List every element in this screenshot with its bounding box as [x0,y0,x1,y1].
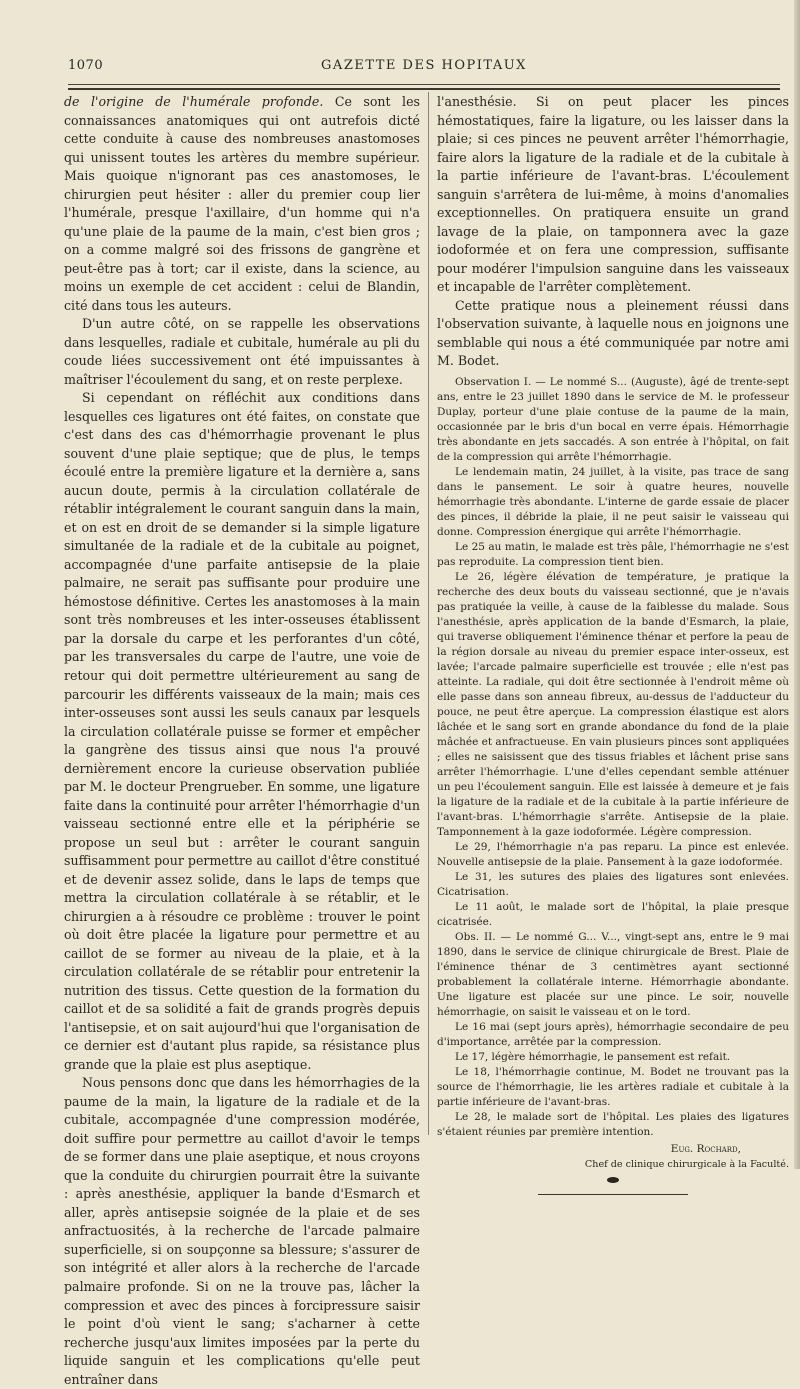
page-number: 1070 [68,58,104,73]
observation-paragraph: Le 28, le malade sort de l'hôpital. Les plaies des ligatures s'étaient réunies par première intention. [437,1110,789,1138]
observation-paragraph: Le 11 août, le malade sort de l'hôpital, la plaie presque cicatrisée. [437,900,789,928]
right-paragraph: Cette pratique nous a pleinement réussi dans l'observation suivante, à laquelle nous en joignons une semblable qui nous a été communiquée par notre ami M. Bodet. [437,297,789,368]
left-paragraph: D'un autre côté, on se rappelle les observations dans lesquelles, radiale et cubitale, humérale au pli du coude liées successivement ont été impuissantes à maîtriser l'écoulement du sang, et on reste perplexe. [64,316,420,387]
observation-paragraph: Le lendemain matin, 24 juillet, à la visite, pas trace de sang dans le pansement. Le soir à quatre heures, nouvelle hémorrhagie très abondante. L'interne de garde essaie de placer des pinces, il débride la plaie, il ne peut saisir le vaisseau qui donne. Compression énergique qui arrête l'hémorrhagie. [437,465,789,538]
observation-paragraph: Le 16 mai (sept jours après), hémorrhagie secondaire de peu d'importance, arrêtée par la compression. [437,1020,789,1048]
observation-paragraph: Le 29, l'hémorrhagie n'a pas reparu. La pince est enlevée. Nouvelle antisepsie de la plaie. Pansement à la gaze iodoformée. [437,840,789,868]
page-edge [794,0,800,1169]
left-lead-paragraph [64,93,420,315]
lead-italic-fragment: de l'origine de l'humérale profonde. [64,94,324,109]
observation-paragraph: Le 26, légère élévation de température, je pratique la recherche des deux bouts du vaisseau sectionné, que je n'avais pas pratiquée la veille, à cause de la faiblesse du malade. Sous l'anesthésie, après application de la bande d'Esmarch, la plaie, qui traverse obliquement l'éminence thénar et perfore la peau de la région dorsale au niveau du premier espace inter-osseux, est lavée; l'arcade palmaire superficielle est trouvée ; elle n'est pas atteinte. La radiale, qui doit être sectionnée à l'endroit même où elle passe dans son anneau fibreux, au-dessus de l'adducteur du pouce, ne peut être aperçue. La compression élastique est alors lâchée et le sang sort en grande abondance du fond de la plaie mâchée et anfractueuse. En vain plusieurs pinces sont appliquées ; elles ne saisissent que des tissus friables et lâchent prise sans arrêter l'hémorrhagie. L'une d'elles cependant semble atténuer un peu l'écoulement sanguin. Elle est laissée à demeure et je fais la ligature de la radiale et de la cubitale à la partie inférieure de l'avant-bras. L'hémorrhagie s'arrête. Antisepsie de la plaie. Tamponnement à la gaze iodoformée. Légère compression. [437,570,789,838]
author-role: Chef de clinique chirurgicale à la Faculté. [584,1158,789,1170]
author-name: Eug. Rochard, [670,1142,741,1155]
header-rule-thick [68,88,780,90]
observation-paragraph: Le 25 au matin, le malade est très pâle, l'hémorrhagie ne s'est pas reproduite. La compression tient bien. [437,540,789,568]
observation-paragraph: Le 17, légère hémorrhagie, le pansement est refait. [455,1050,731,1063]
page-header [68,58,780,80]
journal-title: GAZETTE DES HOPITAUX [321,58,527,73]
observation-paragraph: Le 18, l'hémorrhagie continue, M. Bodet ne trouvant pas la source de l'hémorrhagie, lie les artères radiale et cubitale à la partie inférieure de l'avant-bras. [437,1065,789,1108]
left-paragraph: Si cependant on réfléchit aux conditions dans lesquelles ces ligatures ont été faites, on constate que c'est dans des cas d'hémorrhagie provenant le plus souvent d'une plaie septique; que de plus, le temps écoulé entre la première ligature et la dernière a, sans aucun doute, permis à la circulation collatérale de rétablir intégralement le courant sanguin dans la main, et on est en droit de se demander si la simple ligature simultanée de la radiale et de la cubitale au poignet, accompagnée d'une parfaite antisepsie de la plaie palmaire, ne serait pas suffisante pour produire une hémostose définitive. Certes les anastomoses à la main sont très nombreuses et les inter-osseuses établissent par la dorsale du carpe et les perforantes d'un côté, par les transversales du carpe de l'autre, une voie de retour qui doit permettre ultérieurement au sang de parcourir les différents vaisseaux de la main; mais ces inter-osseuses sont aussi les seuls canaux par lesquels la circulation collatérale puisse se former et empêcher la gangrène des tissus ainsi que nous l'a prouvé dernièrement encore la curieuse observation publiée par M. le docteur Prengrueber. En somme, une ligature faite dans la continuité pour arrêter l'hémorrhagie d'un vaisseau sectionné entre elle et la périphérie se propose un seul but : arrêter le courant sanguin suffisamment pour permettre au caillot d'être constitué et de devenir assez solide, dans le laps de temps que mettra la circulation collatérale à se rétablir, et le chirurgien a à résoudre ce problème : trouver le point où doit être placée la ligature pour permettre et au caillot de se former au niveau de la plaie, et à la circulation collatérale de se rétablir pour entretenir la nutrition des tissus. Cette question de la formation du caillot et de sa solidité a fait de grands progrès depuis l'antisepsie, et on sait aujourd'hui que l'organisation de ce dernier est d'autant plus rapide, sa résistance plus grande que la plaie est plus aseptique. [64,390,420,1072]
observation-paragraph: Observation I. — Le nommé S... (Auguste), âgé de trente-sept ans, entre le 23 juillet 1890 dans le service de M. le professeur Duplay, porteur d'une plaie contuse de la paume de la main, occasionnée par le bris d'un bocal en verre épais. Hémorrhagie très abondante en jets saccadés. A son entrée à l'hôpital, on fait de la compression qui arrête l'hémorrhagie. [437,375,789,463]
header-rule-thin [68,84,780,85]
right-column [437,93,789,1170]
right-paragraph: l'anesthésie. Si on peut placer les pinces hémostatiques, faire la ligature, ou les laisser dans la plaie; si ces pinces ne peuvent arrêter l'hémorrhagie, faire alors la ligature de la radiale et de la cubitale à la partie inférieure de l'avant-bras. L'écoulement sanguin s'arrêtera de lui-même, à moins d'anomalies exceptionnelles. On pratiquera ensuite un grand lavage de la plaie, on tamponnera avec la gaze iodoformée et on fera une compression, suffisante pour modérer l'impulsion sanguine dans les vaisseaux et incapable de l'arrêter complètement. [437,94,789,294]
signature [437,1142,789,1172]
lead-text: Ce sont les connaissances anatomiques qui ont autrefois dicté cette conduite à cause des nombreuses anastomoses qui unissent toutes les artères du membre supérieur. Mais quoique n'ignorant pas ces anastomoses, le chirurgien peut hésiter : aller du premier coup lier l'humérale, presque l'axillaire, d'un homme qui n'a qu'une plaie de la paume de la main, c'est bien gros ; on a comme malgré soi des frissons de gangrène et peut-être pas à tort; car il existe, dans la science, au moins un exemple de cet accident : celui de Blandin, cité dans tous les auteurs. [64,94,421,313]
end-ornament [437,1180,789,1188]
left-paragraph: Nous pensons donc que dans les hémorrhagies de la paume de la main, la ligature de la radiale et de la cubitale, accompagnée d'une compression modérée, doit suffire pour permettre au caillot d'avoir le temps de se former dans une plaie aseptique, et nous croyons que la conduite du chirurgien pourrait être la suivante : après anesthésie, appliquer la bande d'Esmarch et aller, après antisepsie soignée de la plaie et de ses anfractuosités, à la recherche de l'arcade palmaire superficielle, si on soupçonne sa blessure; s'assurer de son intégrité et aller alors à la recherche de l'arcade palmaire profonde. Si on ne la trouve pas, lâcher la compression et avec des pinces à forcipressure saisir le point d'où vient le sang; s'acharner à cette recherche jusqu'aux limites imposées par la perte du liquide sanguin et les complications qu'elle peut entraîner dans [64,1075,420,1387]
column-divider [428,92,429,1135]
observation-paragraph: Le 31, les sutures des plaies des ligatures sont enlevées. Cicatrisation. [437,870,789,898]
left-column [64,93,421,1387]
observation-paragraph: Obs. II. — Le nommé G... V..., vingt-sept ans, entre le 9 mai 1890, dans le service de clinique chirurgicale de Brest. Plaie de l'éminence thénar de 3 centimètres ayant sectionné probablement la collatérale interne. Hémorrhagie abondante. Une ligature est placée sur une pince. Le soir, nouvelle hémorrhagie, on saisit le vaisseau et on le tord. [437,930,789,1018]
